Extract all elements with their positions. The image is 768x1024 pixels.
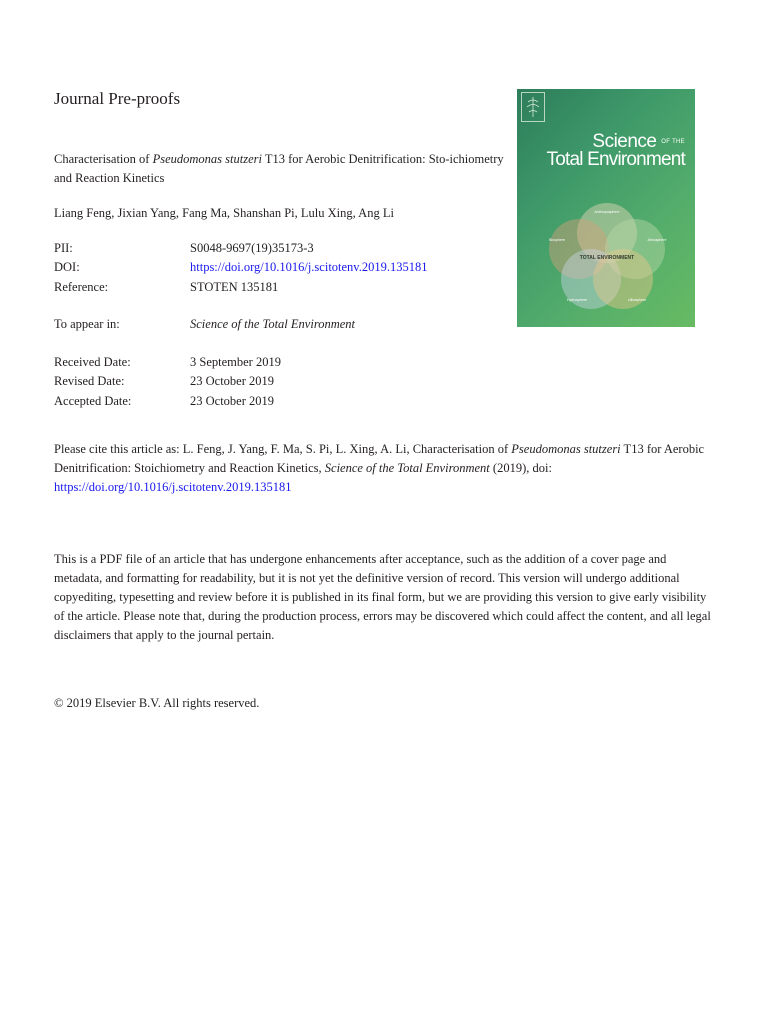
journal-cover-image [517, 89, 695, 327]
citation-paragraph: Please cite this article as: L. Feng, J. Yang, F. Ma, S. Pi, L. Xing, A. Li, Characterisation of Pseudomonas stutzeri T13 for Aerobic Denitrification: Stoichiometry and Reaction Kinetics, Science of the Total Environment (2019), doi: https://doi.org/10.1016/j.scitotenv.2019.135181 [54, 442, 705, 494]
venn-top-label: Anthroposphere [594, 210, 620, 214]
doi-label: DOI: [54, 260, 80, 274]
journal-pre-proofs-header: Journal Pre-proofs [54, 89, 181, 108]
cover-title-total-environment: Total Environment [546, 149, 685, 170]
species-name: Pseudomonas stutzeri [152, 152, 262, 166]
reference-value: STOTEN 135181 [190, 280, 279, 294]
accepted-label: Accepted Date: [54, 394, 132, 408]
received-label: Received Date: [54, 355, 131, 369]
pii-value: S0048-9697(19)35173-3 [190, 241, 314, 255]
copyright-notice: © 2019 Elsevier B.V. All rights reserved. [54, 696, 260, 710]
pdf-notice-paragraph: This is a PDF file of an article that has undergone enhancements after acceptance, such as the addition of a cover page and metadata, and formatting for readability, but it is not yet the definitive version of record. This version will undergo additional copyediting, typesetting and review before it is published in its final form, but we are providing this version to give early visibility of the article. Please note that, during the production process, errors may be discovered which could affect the content, and all legal disclaimers that apply to the journal pertain. [54, 552, 711, 642]
received-value: 3 September 2019 [190, 355, 281, 369]
to-appear-value: Science of the Total Environment [190, 317, 356, 331]
article-authors: Liang Feng, Jixian Yang, Fang Ma, Shanshan Pi, Lulu Xing, Ang Li [54, 206, 394, 220]
citation-doi-link[interactable]: https://doi.org/10.1016/j.scitotenv.2019.135181 [54, 480, 292, 494]
to-appear-label: To appear in: [54, 317, 120, 331]
venn-bottom-left-label: Hydrosphere [566, 298, 588, 302]
revised-value: 23 October 2019 [190, 374, 275, 388]
reference-label: Reference: [54, 280, 109, 294]
venn-center-label: TOTAL ENVIRONMENT [579, 255, 635, 261]
accepted-value: 23 October 2019 [190, 394, 275, 408]
article-title: Characterisation of Pseudomonas stutzeri T13 for Aerobic Denitrification: Sto-ichiometry and Reaction Kinetics [54, 152, 504, 185]
venn-right-label: Atmosphere [647, 238, 667, 242]
cover-title-science: Science OF THE [592, 131, 685, 152]
doi-link[interactable]: https://doi.org/10.1016/j.scitotenv.2019.135181 [190, 260, 428, 274]
venn-bottom-right-label: Lithosphere [627, 298, 647, 302]
elsevier-logo-icon [521, 92, 545, 122]
pii-label: PII: [54, 241, 73, 255]
venn-left-label: Biosphere [549, 238, 565, 242]
revised-label: Revised Date: [54, 374, 125, 388]
cover-venn-diagram [543, 191, 671, 315]
